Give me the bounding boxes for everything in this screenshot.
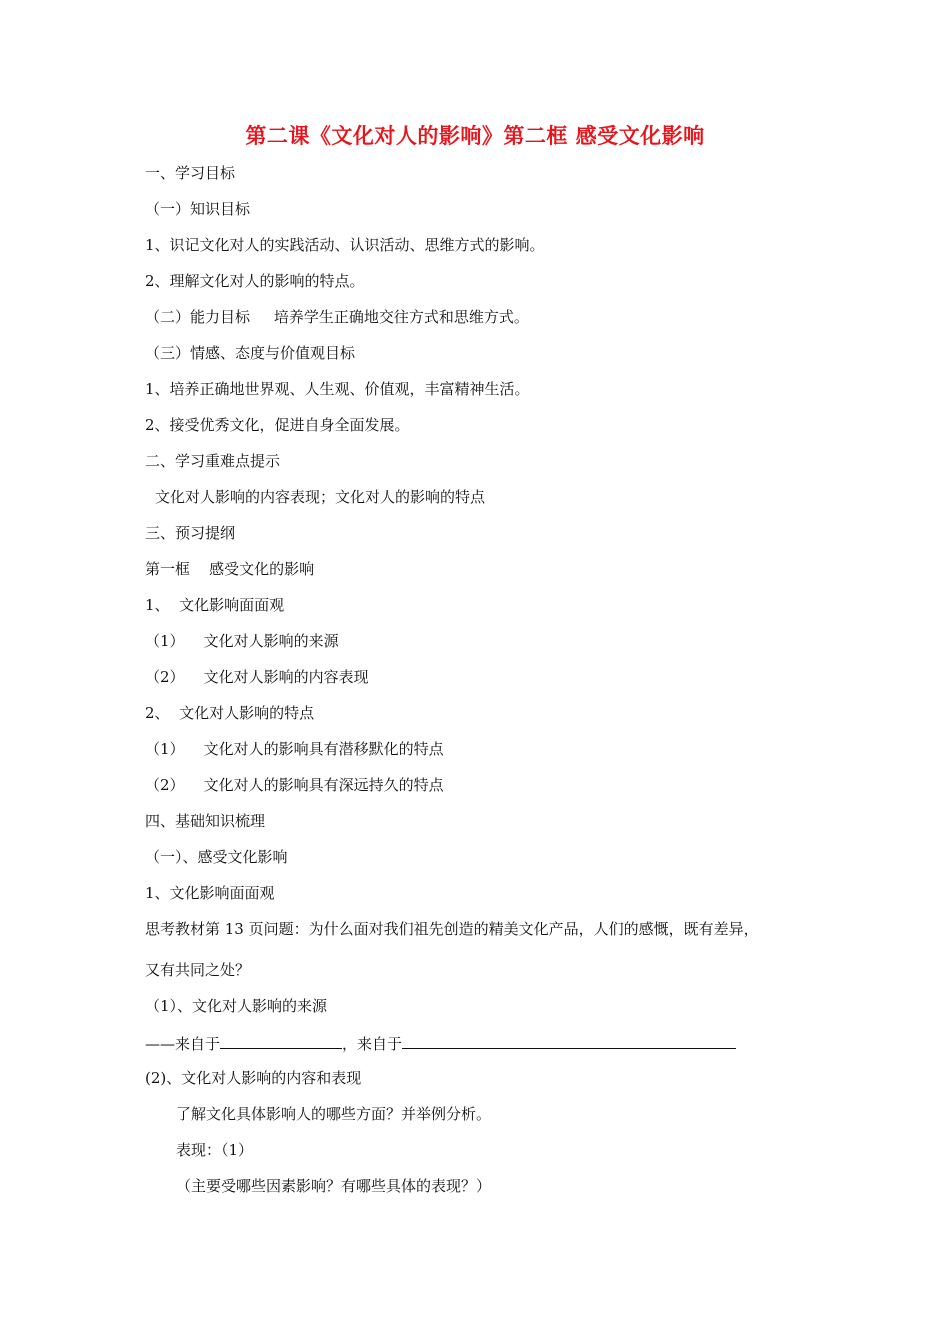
text-line: 表现：（1） [176,1141,254,1159]
text-line: 2、接受优秀文化，促进自身全面发展。 [145,416,410,434]
text-line: 文化对人影响的内容表现；文化对人的影响的特点 [155,488,486,506]
text-line: 1、 文化影响面面观 [145,596,285,614]
answer-blank-1[interactable] [220,1032,342,1049]
fill-middle: ，来自于 [342,1035,403,1053]
question-line: 又有共同之处？ [145,961,251,979]
text-line: （1）、文化对人影响的来源 [145,997,328,1015]
text-line: （2） 文化对人的影响具有深远持久的特点 [145,776,444,794]
text-line: 1、文化影响面面观 [145,884,275,902]
answer-blank-2[interactable] [402,1032,736,1049]
question-line: 思考教材第 13 页问题：为什么面对我们祖先创造的精美文化产品，人们的感慨，既有差异， [145,920,759,938]
text-line: (2)、文化对人影响的内容和表现 [145,1069,362,1087]
text-line: （主要受哪些因素影响？有哪些具体的表现？） [176,1177,492,1195]
text-line: （1） 文化对人的影响具有潜移默化的特点 [145,740,444,758]
text-line: 了解文化具体影响人的哪些方面？并举例分析。 [176,1105,492,1123]
subsection-heading: （一）知识目标 [145,200,251,218]
fill-in-line [145,1032,736,1054]
fill-prefix: ——来自于 [145,1035,221,1053]
text-line: 2、 文化对人影响的特点 [145,704,315,722]
text-line: （2） 文化对人影响的内容表现 [145,668,369,686]
text-line: （1） 文化对人影响的来源 [145,632,339,650]
document-title: 第二课《文化对人的影响》第二框 感受文化影响 [245,123,705,148]
section-heading: 四、基础知识梳理 [145,812,266,830]
section-heading: 二、学习重难点提示 [145,452,281,470]
subsection-heading: （三）情感、态度与价值观目标 [145,344,356,362]
section-heading: 三、预习提纲 [145,524,236,542]
subsection-heading: （二）能力目标 培养学生正确地交往方式和思维方式。 [145,308,529,326]
text-line: 2、理解文化对人的影响的特点。 [145,272,365,290]
text-line: 第一框 感受文化的影响 [145,560,315,578]
subsection-heading: （一）、感受文化影响 [145,848,288,866]
section-heading: 一、学习目标 [145,164,236,182]
text-line: 1、识记文化对人的实践活动、认识活动、思维方式的影响。 [145,236,545,254]
text-line: 1、培养正确地世界观、人生观、价值观，丰富精神生活。 [145,380,530,398]
